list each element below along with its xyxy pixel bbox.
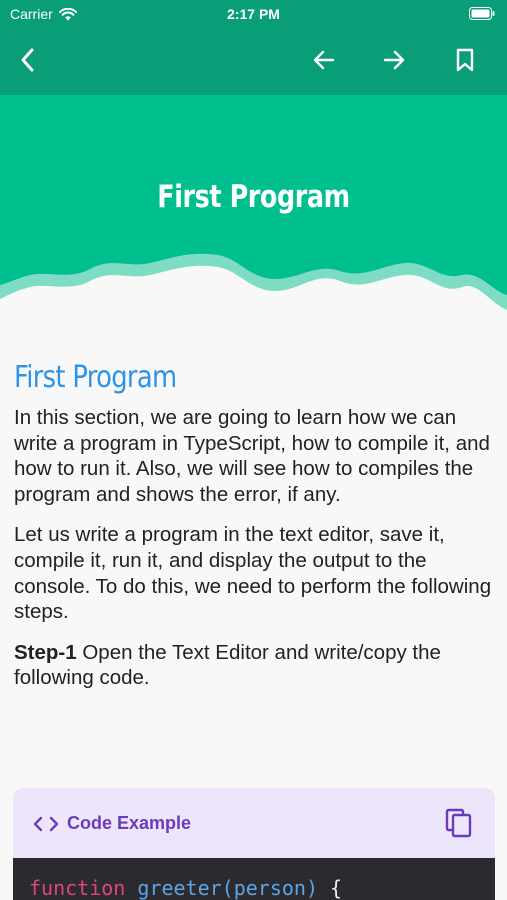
step-label: Step-1 xyxy=(14,640,77,664)
step-text: Open the Text Editor and write/copy the following code. xyxy=(14,640,441,690)
code-punctuation: { xyxy=(318,876,343,900)
back-button[interactable] xyxy=(12,44,44,76)
code-example-title: Code Example xyxy=(67,813,192,833)
code-block xyxy=(13,858,495,900)
bookmark-icon xyxy=(455,48,475,72)
next-page-button[interactable] xyxy=(378,44,410,76)
hero-title: First Program xyxy=(157,179,350,215)
code-brackets-icon xyxy=(33,816,59,832)
hero-banner xyxy=(0,95,507,315)
code-example-label xyxy=(33,813,191,834)
arrow-right-icon xyxy=(382,48,406,72)
article-content xyxy=(14,360,494,706)
carrier-label: Carrier xyxy=(10,6,53,22)
paragraph-steps: Let us write a program in the text editor, save it, compile it, run it, and display the output to the console. To do this, we need to perform the following steps. xyxy=(14,523,492,624)
status-bar xyxy=(0,0,507,28)
arrow-left-icon xyxy=(312,48,336,72)
paragraph-intro: In this section, we are going to learn how we can write a program in TypeScript, how to compile it, and how to run it. Also, we will see how to compiles the program and shows the error, if any. xyxy=(14,406,490,506)
section-title: First Program xyxy=(14,360,177,395)
status-time: 2:17 PM xyxy=(227,6,280,22)
bookmark-button[interactable] xyxy=(449,44,481,76)
step-1 xyxy=(14,640,494,691)
code-example-header xyxy=(13,788,495,858)
previous-page-button[interactable] xyxy=(308,44,340,76)
code-function-name: greeter(person) xyxy=(137,876,318,900)
copy-icon[interactable] xyxy=(445,808,473,838)
app-bar xyxy=(0,0,507,95)
back-chevron-icon xyxy=(19,47,37,73)
battery-icon xyxy=(469,7,495,20)
code-example-card xyxy=(13,788,495,900)
code-keyword: function xyxy=(29,876,126,900)
